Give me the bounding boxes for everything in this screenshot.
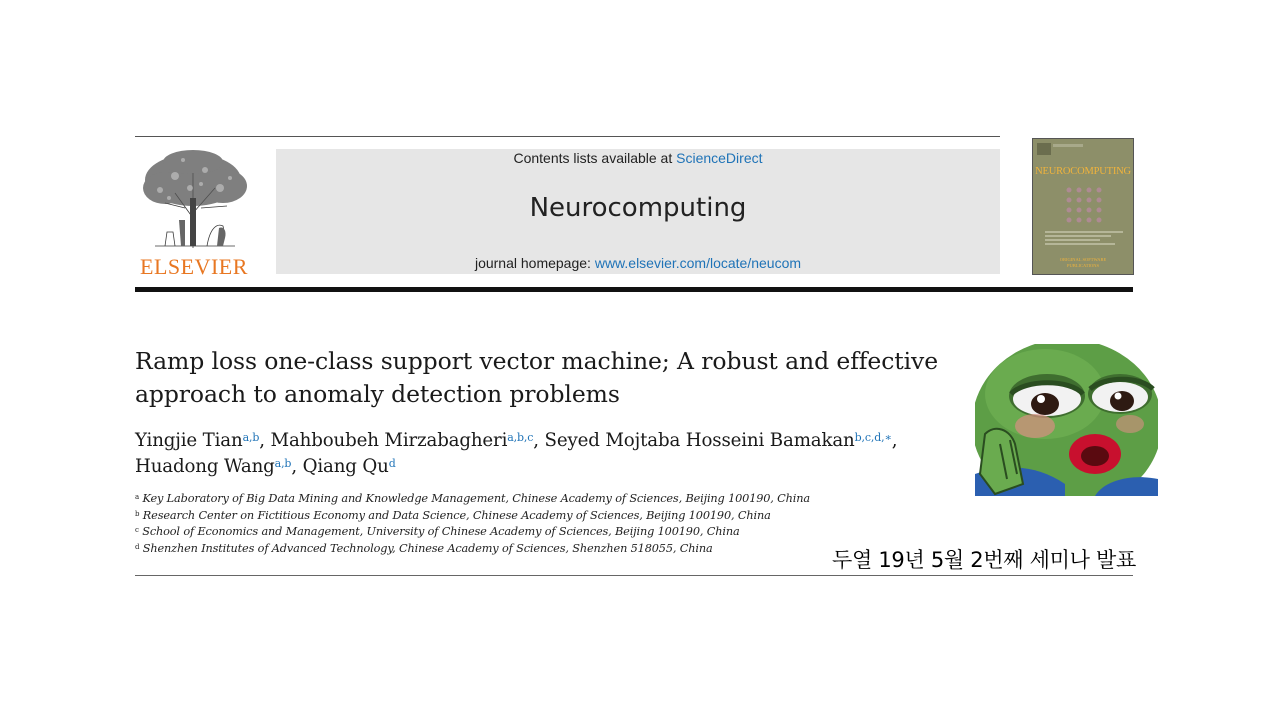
author-separator: , bbox=[891, 430, 898, 451]
affiliation-item bbox=[135, 508, 835, 525]
author-separator: , bbox=[533, 430, 545, 451]
homepage-prefix: journal homepage: bbox=[474, 255, 595, 271]
author-name[interactable]: Huadong Wang bbox=[135, 456, 275, 477]
affiliation-item bbox=[135, 541, 835, 558]
author-affil-marks[interactable]: d bbox=[388, 457, 396, 470]
paper-title-line2: approach to anomaly detection problems bbox=[135, 380, 620, 408]
cover-title: NEUROCOMPUTING bbox=[1035, 166, 1131, 177]
journal-header bbox=[276, 149, 1000, 274]
publisher-name: ELSEVIER bbox=[140, 254, 248, 279]
paper-title bbox=[135, 345, 975, 411]
affiliation-item bbox=[135, 524, 835, 541]
contents-prefix: Contents lists available at bbox=[513, 150, 677, 166]
author-affil-marks-text[interactable]: b,c,d, bbox=[854, 431, 885, 444]
affiliation-text: School of Economics and Management, University of Chinese Academy of Sciences, Beijing 100190, China bbox=[142, 525, 740, 538]
affiliation-text: Shenzhen Institutes of Advanced Technology, Chinese Academy of Sciences, Shenzhen 518055, China bbox=[142, 541, 713, 555]
author-affil-marks[interactable]: a,b bbox=[274, 457, 292, 470]
affiliation-text: Research Center on Fictitious Economy and Data Science, Chinese Academy of Sciences, Beijing 100190, China bbox=[142, 508, 771, 522]
author-list bbox=[135, 428, 975, 480]
author-affil-marks[interactable]: a,b,c bbox=[507, 431, 534, 444]
journal-title: Neurocomputing bbox=[529, 193, 747, 223]
top-rule bbox=[135, 136, 1000, 137]
header-divider bbox=[135, 287, 1133, 292]
author-affil-marks[interactable] bbox=[855, 431, 892, 444]
author-name[interactable]: Mahboubeh Mirzabagheri bbox=[270, 430, 508, 451]
cover-emblem-icon bbox=[1037, 143, 1051, 155]
sciencedirect-link[interactable]: ScienceDirect bbox=[676, 150, 763, 166]
affiliation-item bbox=[135, 491, 835, 508]
affiliation-list bbox=[135, 491, 835, 557]
author-name[interactable]: Seyed Mojtaba Hosseini Bamakan bbox=[544, 430, 855, 451]
cover-issn-bar bbox=[1053, 144, 1083, 147]
frog-meme-image bbox=[975, 344, 1158, 496]
affiliation-mark: c bbox=[135, 526, 139, 534]
cover-publisher-line1: ORIGINAL SOFTWARE bbox=[1059, 257, 1107, 262]
paper-title-line1: Ramp loss one-class support vector machine; A robust and effective bbox=[135, 347, 939, 375]
author-affil-marks[interactable]: a,b bbox=[242, 431, 260, 444]
affiliation-mark: a bbox=[135, 493, 140, 501]
cover-text-lines bbox=[1045, 231, 1123, 247]
journal-cover[interactable] bbox=[1032, 138, 1134, 275]
cover-publisher-line2: PUBLICATIONS bbox=[1066, 263, 1099, 268]
author-separator: , bbox=[291, 456, 303, 477]
elsevier-logo[interactable] bbox=[135, 148, 253, 278]
affiliation-mark: b bbox=[135, 509, 140, 518]
cover-publisher bbox=[1033, 257, 1133, 269]
homepage-link[interactable]: www.elsevier.com/locate/neucom bbox=[594, 255, 802, 271]
affiliation-mark: d bbox=[135, 542, 140, 551]
author-name[interactable]: Yingjie Tian bbox=[135, 430, 243, 451]
author-name[interactable]: Qiang Qu bbox=[302, 456, 389, 477]
seminar-caption: 두열 19년 5월 2번째 세미나 발표 bbox=[832, 548, 1136, 572]
bottom-rule bbox=[135, 575, 1133, 576]
author-separator: , bbox=[259, 430, 271, 451]
contents-line bbox=[276, 150, 1000, 166]
affiliation-text: Key Laboratory of Big Data Mining and Knowledge Management, Chinese Academy of Sciences, Beijing 100190, China bbox=[142, 492, 810, 505]
homepage-line bbox=[276, 255, 1000, 271]
corresponding-author-icon[interactable]: ∗ bbox=[884, 431, 892, 444]
cover-pattern-icon bbox=[1063, 184, 1105, 226]
elsevier-tree-icon bbox=[135, 148, 253, 252]
